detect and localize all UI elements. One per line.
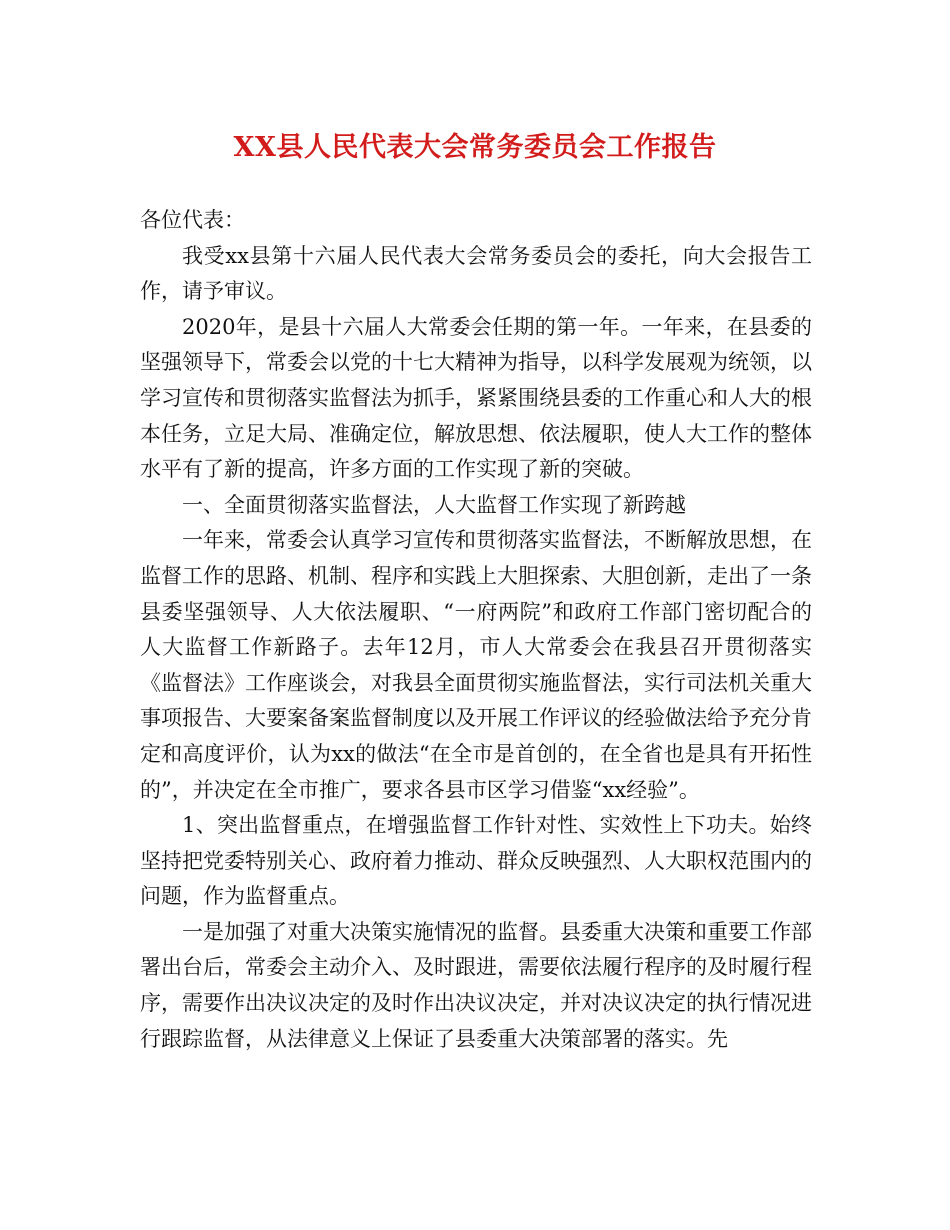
paragraph: 一是加强了对重大决策实施情况的监督。县委重大决策和重要工作部署出台后，常委会主动介入、及时跟进，需要依法履行程序的及时履行程序，需要作出决议决定的及时作出决议决定，并对决议决定的执行情况进行跟踪监督，从法律意义上保证了县委重大决策部署的落实。先 xyxy=(140,919,812,1051)
section-heading: 一、全面贯彻落实监督法，人大监督工作实现了新跨越 xyxy=(182,492,686,517)
document-title: XX县人民代表大会常务委员会工作报告 xyxy=(233,132,717,163)
paragraph: 1、突出监督重点，在增强监督工作针对性、实效性上下功夫。始终坚持把党委特别关心、政府着力推动、群众反映强烈、人大职权范围内的问题，作为监督重点。 xyxy=(140,813,812,909)
paragraph: 一年来，常委会认真学习宣传和贯彻落实监督法，不断解放思想，在监督工作的思路、机制、程序和实践上大胆探索、大胆创新，走出了一条县委坚强领导、人大依法履职、“一府两院”和政府工作部门密切配合的人大监督工作新路子。去年12月，市人大常委会在我县召开贯彻落实《监督法》工作座谈会，对我县全面贯彻实施监督法，实行司法机关重大事项报告、大要案备案监督制度以及开展工作评议的经验做法给予充分肯定和高度评价，认为xx的做法“在全市是首创的，在全省也是具有开拓性的”，并决定在全市推广，要求各县市区学习借鉴“xx经验”。 xyxy=(140,528,812,802)
paragraph: 我受xx县第十六届人民代表大会常务委员会的委托，向大会报告工作，请予审议。 xyxy=(140,243,812,304)
document-body xyxy=(140,203,812,1057)
paragraph: 2020年，是县十六届人大常委会任期的第一年。一年来，在县委的坚强领导下，常委会以党的十七大精神为指导，以科学发展观为统领，以学习宣传和贯彻落实监督法为抓手，紧紧围绕县委的工作重心和人大的根本任务，立足大局、准确定位，解放思想、依法履职，使人大工作的整体水平有了新的提高，许多方面的工作实现了新的突破。 xyxy=(140,314,812,482)
salutation: 各位代表： xyxy=(140,208,245,232)
